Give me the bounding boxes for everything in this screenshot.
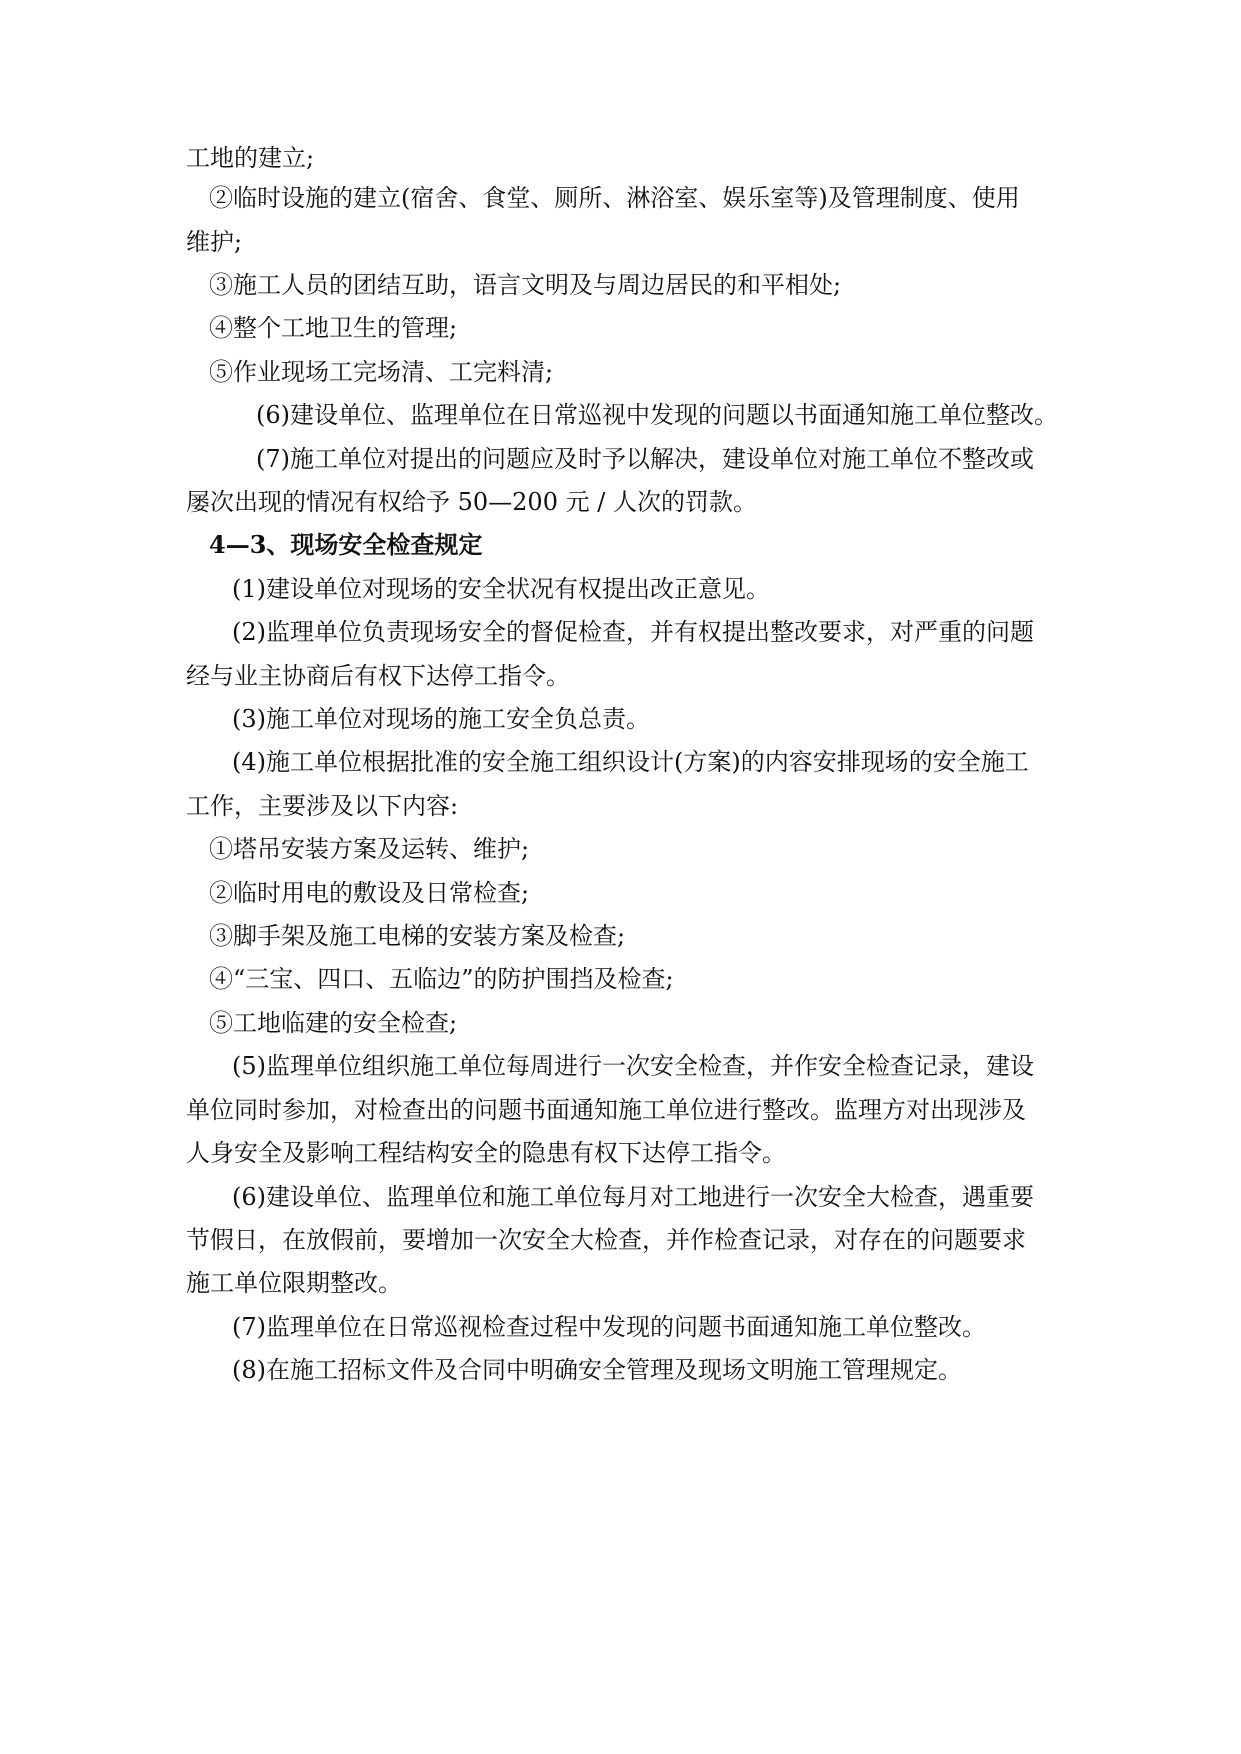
numbered-item: (2)监理单位负责现场安全的督促检查，并有权提出整改要求，对严重的问题	[232, 618, 1034, 646]
body-line: 施工单位限期整改。	[186, 1269, 402, 1297]
list-item: ③脚手架及施工电梯的安装方案及检查;	[209, 922, 626, 950]
list-item: ⑤工地临建的安全检查;	[209, 1009, 458, 1037]
list-item: ③施工人员的团结互助，语言文明及与周边居民的和平相处;	[209, 271, 842, 299]
numbered-item: (7)施工单位对提出的问题应及时予以解决，建设单位对施工单位不整改或	[256, 445, 1034, 473]
numbered-item: (8)在施工招标文件及合同中明确安全管理及现场文明施工管理规定。	[232, 1356, 962, 1384]
numbered-item: (4)施工单位根据批准的安全施工组织设计(方案)的内容安排现场的安全施工	[232, 748, 1029, 776]
body-line: 维护;	[186, 228, 243, 256]
numbered-item: (7)监理单位在日常巡视检查过程中发现的问题书面通知施工单位整改。	[232, 1313, 986, 1341]
body-line: 单位同时参加，对检查出的问题书面通知施工单位进行整改。监理方对出现涉及	[186, 1096, 1026, 1124]
body-line: 人身安全及影响工程结构安全的隐患有权下达停工指令。	[186, 1139, 786, 1167]
numbered-item: (5)监理单位组织施工单位每周进行一次安全检查，并作安全检查记录，建设	[232, 1052, 1034, 1080]
numbered-item: (1)建设单位对现场的安全状况有权提出改正意见。	[232, 575, 770, 603]
body-line: 屡次出现的情况有权给予 50—200 元 / 人次的罚款。	[186, 488, 757, 516]
list-item: ④“三宝、四口、五临边”的防护围挡及检查;	[209, 965, 674, 993]
section-heading: 4—3、现场安全检查规定	[209, 530, 483, 559]
body-line: 经与业主协商后有权下达停工指令。	[186, 662, 570, 690]
numbered-item: (6)建设单位、监理单位和施工单位每月对工地进行一次安全大检查，遇重要	[232, 1183, 1034, 1211]
numbered-item: (3)施工单位对现场的施工安全负总责。	[232, 705, 650, 733]
list-item: ②临时设施的建立(宿舍、食堂、厕所、淋浴室、娱乐室等)及管理制度、使用	[209, 184, 1020, 212]
list-item: ⑤作业现场工完场清、工完料清;	[209, 358, 554, 386]
body-line: 节假日，在放假前，要增加一次安全大检查，并作检查记录，对存在的问题要求	[186, 1226, 1026, 1254]
list-item: ②临时用电的敷设及日常检查;	[209, 879, 530, 907]
list-item: ④整个工地卫生的管理;	[209, 314, 458, 342]
body-line: 工作，主要涉及以下内容:	[186, 792, 459, 820]
list-item: ①塔吊安装方案及运转、维护;	[209, 835, 530, 863]
numbered-item: (6)建设单位、监理单位在日常巡视中发现的问题以书面通知施工单位整改。	[256, 401, 1058, 429]
body-line: 工地的建立;	[186, 144, 315, 172]
